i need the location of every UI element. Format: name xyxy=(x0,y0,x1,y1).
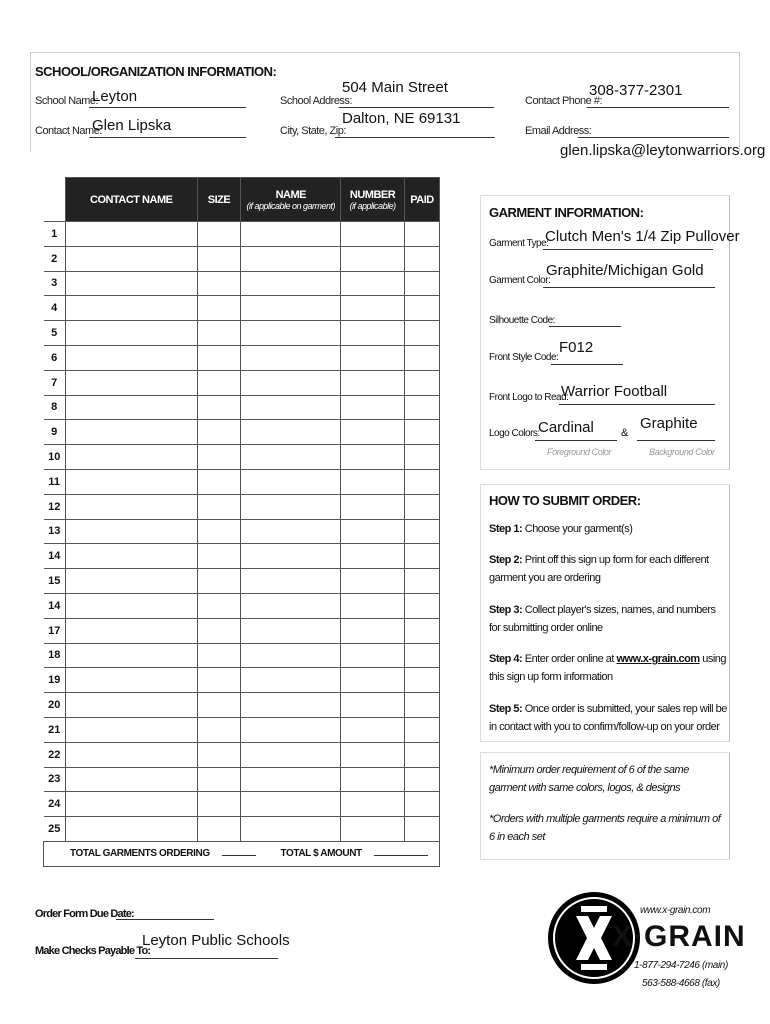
logo-colors-ampersand: & xyxy=(621,427,629,439)
contact-name-cell[interactable] xyxy=(65,717,197,742)
header-contact-name: CONTACT NAME xyxy=(65,178,197,222)
row-number: 17 xyxy=(44,618,66,643)
front-logo-field[interactable] xyxy=(559,383,715,405)
contact-name-cell[interactable] xyxy=(65,345,197,370)
number-cell[interactable] xyxy=(341,668,405,693)
contact-name-cell[interactable] xyxy=(65,445,197,470)
row-number: 5 xyxy=(44,321,66,346)
garment-type-label: Garment Type: xyxy=(489,238,549,249)
checks-payable-label: Make Checks Payable To: xyxy=(35,945,151,957)
checks-payable-value: Leyton Public Schools xyxy=(142,932,290,949)
row-number: 4 xyxy=(44,296,66,321)
step-1: Step 1: Choose your garment(s) xyxy=(489,523,633,535)
name-cell[interactable] xyxy=(241,544,341,569)
name-cell[interactable] xyxy=(241,742,341,767)
paid-cell[interactable] xyxy=(405,246,440,271)
row-number: 21 xyxy=(44,717,66,742)
contact-name-cell[interactable] xyxy=(65,519,197,544)
table-row xyxy=(44,296,440,321)
row-number: 15 xyxy=(44,569,66,594)
paid-cell[interactable] xyxy=(405,693,440,718)
multiple-garments-note: *Orders with multiple garments require a minimum of 6 in each set xyxy=(489,813,721,843)
paid-cell[interactable] xyxy=(405,296,440,321)
table-row xyxy=(44,370,440,395)
paid-cell[interactable] xyxy=(405,767,440,792)
table-row xyxy=(44,519,440,544)
name-cell[interactable] xyxy=(241,519,341,544)
logo-foreground-field[interactable] xyxy=(535,419,617,441)
paid-cell[interactable] xyxy=(405,494,440,519)
paid-cell[interactable] xyxy=(405,519,440,544)
size-cell[interactable] xyxy=(197,519,241,544)
size-cell[interactable] xyxy=(197,643,241,668)
contact-name-cell[interactable] xyxy=(65,321,197,346)
number-cell[interactable] xyxy=(341,420,405,445)
row-number: 2 xyxy=(44,246,66,271)
totals-row xyxy=(44,841,440,866)
school-address-label: School Address: xyxy=(280,95,352,107)
table-row xyxy=(44,395,440,420)
name-cell[interactable] xyxy=(241,395,341,420)
contact-name-cell[interactable] xyxy=(65,222,197,247)
paid-cell[interactable] xyxy=(405,370,440,395)
number-cell[interactable] xyxy=(341,271,405,296)
paid-cell[interactable] xyxy=(405,345,440,370)
school-info-section xyxy=(30,52,766,159)
header-name: NAME (if applicable on garment) xyxy=(241,178,341,222)
table-row xyxy=(44,246,440,271)
number-cell[interactable] xyxy=(341,494,405,519)
row-number: 9 xyxy=(44,420,66,445)
city-state-zip-label: City, State, Zip: xyxy=(280,125,346,137)
name-cell[interactable] xyxy=(241,370,341,395)
contact-phone-value: 308-377-2301 xyxy=(589,82,683,99)
number-cell[interactable] xyxy=(341,246,405,271)
total-garments-label: TOTAL GARMENTS ORDERING xyxy=(70,848,210,860)
size-cell[interactable] xyxy=(197,469,241,494)
contact-name-cell[interactable] xyxy=(65,271,197,296)
name-cell[interactable] xyxy=(241,445,341,470)
name-cell[interactable] xyxy=(241,668,341,693)
name-cell[interactable] xyxy=(241,643,341,668)
row-number: 8 xyxy=(44,395,66,420)
size-cell[interactable] xyxy=(197,668,241,693)
step-2: Step 2: Print off this sign up form for each different garment you are ordering xyxy=(489,554,709,584)
contact-name-cell[interactable] xyxy=(65,792,197,817)
contact-name-cell[interactable] xyxy=(65,494,197,519)
garment-type-field[interactable] xyxy=(543,228,740,250)
contact-name-cell[interactable] xyxy=(65,593,197,618)
email-label: Email Address: xyxy=(525,125,592,137)
table-row xyxy=(44,593,440,618)
city-state-zip-field[interactable] xyxy=(335,110,495,138)
front-logo-value: Warrior Football xyxy=(561,383,668,400)
school-address-field[interactable] xyxy=(339,79,494,108)
number-cell[interactable] xyxy=(341,792,405,817)
contact-phone-label: Contact Phone #: xyxy=(525,95,603,107)
contact-name-cell[interactable] xyxy=(65,296,197,321)
number-cell[interactable] xyxy=(341,817,405,842)
row-number: 10 xyxy=(44,445,66,470)
contact-name-cell[interactable] xyxy=(65,469,197,494)
footer-website: www.x-grain.com xyxy=(640,905,711,916)
number-cell[interactable] xyxy=(341,469,405,494)
name-cell[interactable] xyxy=(241,618,341,643)
size-cell[interactable] xyxy=(197,445,241,470)
table-row xyxy=(44,420,440,445)
name-cell[interactable] xyxy=(241,345,341,370)
number-cell[interactable] xyxy=(341,618,405,643)
row-number: 3 xyxy=(44,271,66,296)
row-number: 11 xyxy=(44,469,66,494)
silhouette-code-label: Silhouette Code: xyxy=(489,315,555,326)
total-garments-field[interactable] xyxy=(222,855,256,856)
size-cell[interactable] xyxy=(197,395,241,420)
name-cell[interactable] xyxy=(241,693,341,718)
order-due-date-label: Order Form Due Date: xyxy=(35,908,134,920)
number-cell[interactable] xyxy=(341,222,405,247)
footer-phone-fax: 563-588-4668 (fax) xyxy=(642,978,720,989)
size-cell[interactable] xyxy=(197,817,241,842)
number-cell[interactable] xyxy=(341,544,405,569)
row-number: 20 xyxy=(44,693,66,718)
contact-name-cell[interactable] xyxy=(65,569,197,594)
contact-name-cell[interactable] xyxy=(65,668,197,693)
table-row xyxy=(44,717,440,742)
size-cell[interactable] xyxy=(197,618,241,643)
contact-name-cell[interactable] xyxy=(65,395,197,420)
front-style-code-value: F012 xyxy=(559,339,594,356)
paid-cell[interactable] xyxy=(405,742,440,767)
row-number: 1 xyxy=(44,222,66,247)
logo-foreground-value: Cardinal xyxy=(538,419,594,436)
size-cell[interactable] xyxy=(197,717,241,742)
contact-name-cell[interactable] xyxy=(65,370,197,395)
email-field[interactable] xyxy=(578,120,729,138)
front-logo-label: Front Logo to Read: xyxy=(489,392,569,403)
paid-cell[interactable] xyxy=(405,668,440,693)
step-3: Step 3: Collect player's sizes, names, and numbers for submitting order online xyxy=(489,604,716,634)
contact-name-cell[interactable] xyxy=(65,742,197,767)
order-due-date-field[interactable] xyxy=(116,906,214,920)
minimum-order-note: *Minimum order requirement of 6 of the same garment with same colors, logos, & designs xyxy=(489,764,689,794)
paid-cell[interactable] xyxy=(405,321,440,346)
background-color-caption: Background Color xyxy=(649,447,715,457)
header-paid: PAID xyxy=(405,178,440,222)
paid-cell[interactable] xyxy=(405,420,440,445)
table-row xyxy=(44,222,440,247)
row-number: 25 xyxy=(44,817,66,842)
checks-payable-field[interactable] xyxy=(135,932,290,959)
paid-cell[interactable] xyxy=(405,643,440,668)
size-cell[interactable] xyxy=(197,246,241,271)
name-cell[interactable] xyxy=(241,296,341,321)
foreground-color-caption: Foreground Color xyxy=(547,447,612,457)
number-cell[interactable] xyxy=(341,593,405,618)
number-cell[interactable] xyxy=(341,767,405,792)
header-size: SIZE xyxy=(197,178,241,222)
number-cell[interactable] xyxy=(341,717,405,742)
paid-cell[interactable] xyxy=(405,792,440,817)
footer-phone-main: 1-877-294-7246 (main) xyxy=(634,960,728,971)
paid-cell[interactable] xyxy=(405,569,440,594)
paid-cell[interactable] xyxy=(405,222,440,247)
size-cell[interactable] xyxy=(197,222,241,247)
row-number: 6 xyxy=(44,345,66,370)
step-4: Step 4: Enter order online at www.x-grain.com using this sign up form information xyxy=(489,653,727,683)
name-cell[interactable] xyxy=(241,469,341,494)
table-row xyxy=(44,643,440,668)
front-style-code-label: Front Style Code: xyxy=(489,352,559,363)
table-row xyxy=(44,693,440,718)
row-number: 23 xyxy=(44,767,66,792)
silhouette-code-field[interactable] xyxy=(549,310,621,327)
table-row xyxy=(44,792,440,817)
contact-name-cell[interactable] xyxy=(65,544,197,569)
row-number: 22 xyxy=(44,742,66,767)
table-row xyxy=(44,668,440,693)
number-cell[interactable] xyxy=(341,519,405,544)
number-cell[interactable] xyxy=(341,395,405,420)
name-cell[interactable] xyxy=(241,767,341,792)
number-cell[interactable] xyxy=(341,321,405,346)
garment-color-field[interactable] xyxy=(543,262,715,288)
size-cell[interactable] xyxy=(197,767,241,792)
size-cell[interactable] xyxy=(197,544,241,569)
contact-name-cell[interactable] xyxy=(65,817,197,842)
garment-info-section xyxy=(480,195,740,470)
table-row xyxy=(44,569,440,594)
table-row xyxy=(44,767,440,792)
row-number: 18 xyxy=(44,643,66,668)
table-row xyxy=(44,445,440,470)
table-row xyxy=(44,345,440,370)
brand-name: X·GRAIN xyxy=(612,920,746,953)
step-5: Step 5: Once order is submitted, your sales rep will be in contact with you to confirm/follow-up on your order xyxy=(489,703,727,733)
table-row xyxy=(44,271,440,296)
header-number: NUMBER (if applicable) xyxy=(341,178,405,222)
row-number: 7 xyxy=(44,370,66,395)
name-cell[interactable] xyxy=(241,717,341,742)
size-cell[interactable] xyxy=(197,792,241,817)
size-cell[interactable] xyxy=(197,321,241,346)
name-cell[interactable] xyxy=(241,817,341,842)
size-cell[interactable] xyxy=(197,494,241,519)
order-table xyxy=(43,177,440,867)
paid-cell[interactable] xyxy=(405,395,440,420)
city-state-zip-value: Dalton, NE 69131 xyxy=(342,110,461,127)
row-number: 12 xyxy=(44,494,66,519)
row-number: 24 xyxy=(44,792,66,817)
school-address-value: 504 Main Street xyxy=(342,79,448,96)
name-cell[interactable] xyxy=(241,420,341,445)
size-cell[interactable] xyxy=(197,420,241,445)
order-notes-section xyxy=(480,752,730,860)
table-row xyxy=(44,742,440,767)
number-cell[interactable] xyxy=(341,370,405,395)
total-amount-label: TOTAL $ AMOUNT xyxy=(280,848,362,860)
number-cell[interactable] xyxy=(341,693,405,718)
garment-info-title: GARMENT INFORMATION: xyxy=(489,205,644,220)
name-cell[interactable] xyxy=(241,494,341,519)
logo-background-field[interactable] xyxy=(637,415,715,441)
school-name-field[interactable] xyxy=(89,88,246,108)
table-row xyxy=(44,494,440,519)
submit-order-section xyxy=(480,484,730,742)
size-cell[interactable] xyxy=(197,345,241,370)
name-cell[interactable] xyxy=(241,246,341,271)
contact-name-cell[interactable] xyxy=(65,643,197,668)
garment-color-value: Graphite/Michigan Gold xyxy=(546,262,704,279)
contact-name-label: Contact Name: xyxy=(35,125,102,137)
size-cell[interactable] xyxy=(197,569,241,594)
paid-cell[interactable] xyxy=(405,469,440,494)
size-cell[interactable] xyxy=(197,693,241,718)
paid-cell[interactable] xyxy=(405,618,440,643)
table-row xyxy=(44,618,440,643)
logo-colors-label: Logo Colors: xyxy=(489,428,540,439)
size-cell[interactable] xyxy=(197,271,241,296)
row-number: 19 xyxy=(44,668,66,693)
logo-background-value: Graphite xyxy=(640,415,698,432)
paid-cell[interactable] xyxy=(405,593,440,618)
paid-cell[interactable] xyxy=(405,817,440,842)
table-row xyxy=(44,817,440,842)
name-cell[interactable] xyxy=(241,569,341,594)
website-link[interactable]: www.x-grain.com xyxy=(616,653,700,665)
name-cell[interactable] xyxy=(241,222,341,247)
paid-cell[interactable] xyxy=(405,544,440,569)
contact-name-cell[interactable] xyxy=(65,420,197,445)
number-cell[interactable] xyxy=(341,296,405,321)
total-amount-field[interactable] xyxy=(374,855,428,856)
number-cell[interactable] xyxy=(341,445,405,470)
number-cell[interactable] xyxy=(341,643,405,668)
row-number: 13 xyxy=(44,519,66,544)
paid-cell[interactable] xyxy=(405,717,440,742)
number-cell[interactable] xyxy=(341,345,405,370)
contact-name-cell[interactable] xyxy=(65,767,197,792)
contact-phone-field[interactable] xyxy=(587,82,729,108)
paid-cell[interactable] xyxy=(405,271,440,296)
contact-name-field[interactable] xyxy=(89,117,246,138)
table-row xyxy=(44,321,440,346)
contact-name-cell[interactable] xyxy=(65,246,197,271)
paid-cell[interactable] xyxy=(405,445,440,470)
name-cell[interactable] xyxy=(241,593,341,618)
row-number: 14 xyxy=(44,544,66,569)
number-cell[interactable] xyxy=(341,569,405,594)
size-cell[interactable] xyxy=(197,593,241,618)
number-cell[interactable] xyxy=(341,742,405,767)
size-cell[interactable] xyxy=(197,296,241,321)
submit-order-title: HOW TO SUBMIT ORDER: xyxy=(489,493,641,508)
contact-name-value: Glen Lipska xyxy=(92,117,172,134)
garment-type-value: Clutch Men's 1/4 Zip Pullover xyxy=(545,228,740,245)
school-info-title: SCHOOL/ORGANIZATION INFORMATION: xyxy=(35,64,277,79)
row-number: 14 xyxy=(44,593,66,618)
email-value: glen.lipska@leytonwarriors.org xyxy=(560,142,766,159)
contact-name-cell[interactable] xyxy=(65,693,197,718)
contact-name-cell[interactable] xyxy=(65,618,197,643)
school-name-value: Leyton xyxy=(92,88,138,105)
size-cell[interactable] xyxy=(197,742,241,767)
garment-color-label: Garment Color: xyxy=(489,275,551,286)
name-cell[interactable] xyxy=(241,271,341,296)
size-cell[interactable] xyxy=(197,370,241,395)
front-style-code-field[interactable] xyxy=(551,339,623,365)
name-cell[interactable] xyxy=(241,321,341,346)
table-row xyxy=(44,469,440,494)
table-row xyxy=(44,544,440,569)
name-cell[interactable] xyxy=(241,792,341,817)
school-name-label: School Name: xyxy=(35,95,99,107)
